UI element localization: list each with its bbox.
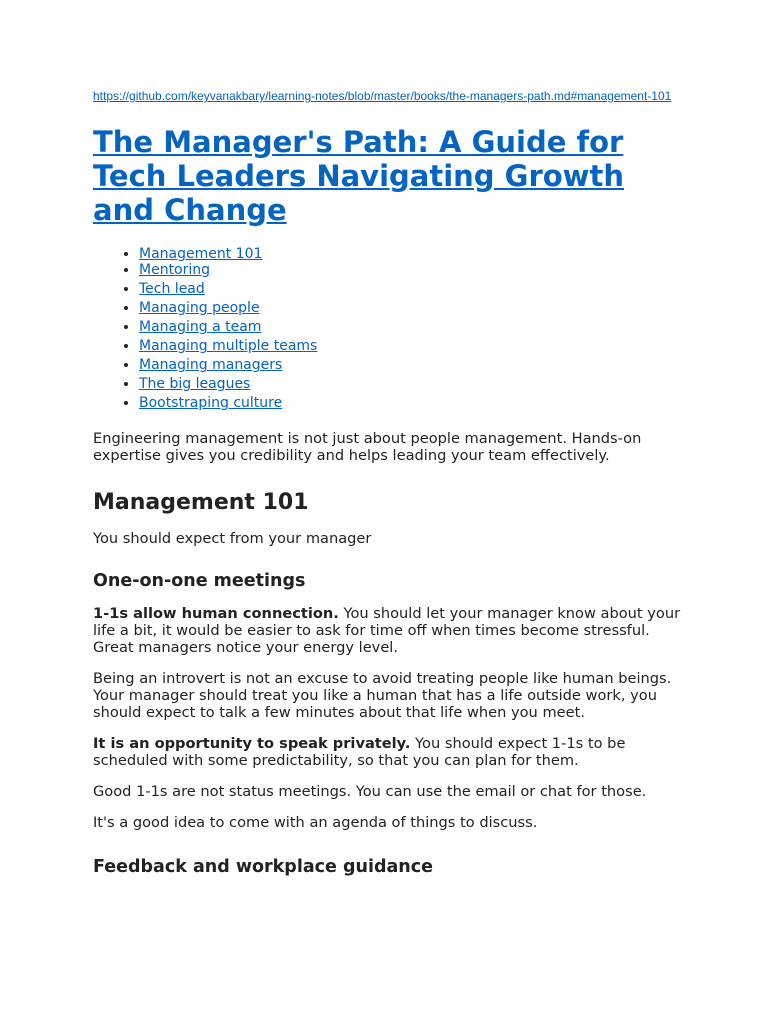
paragraph-human-connection [93, 605, 683, 656]
subsection-heading-one-on-one: One-on-one meetings [93, 571, 306, 591]
intro-paragraph: Engineering management is not just about people management. Hands-on expertise gives you credibility and helps leading your team effectively. [93, 430, 642, 464]
bold-phrase: It is an opportunity to speak privately. [93, 735, 411, 752]
toc-link-managing-people[interactable]: Managing people [139, 300, 260, 316]
toc-item [139, 318, 683, 337]
paragraph-speak-privately [93, 735, 683, 769]
section-lead: You should expect from your manager [93, 530, 372, 547]
source-url-link[interactable]: https://github.com/keyvanakbary/learning-notes/blob/master/books/the-managers-path.md#management-101 [93, 89, 672, 103]
paragraph-introvert: Being an introvert is not an excuse to avoid treating people like human beings. Your manager should treat you like a human that has a life outside work, you should expect to talk a few minutes about that life when you meet. [93, 670, 672, 721]
toc-link-bootstraping-culture[interactable]: Bootstraping culture [139, 395, 283, 411]
toc-item [139, 261, 683, 280]
toc-item [139, 337, 683, 356]
toc-item [139, 280, 683, 299]
toc-item [139, 356, 683, 375]
paragraph-text: You should let your manager know about your life a bit, it would be easier to ask for time off when times become stressful. Great managers notice your energy level. [93, 605, 681, 656]
toc-link-mentoring[interactable]: Mentoring [139, 262, 211, 278]
toc-link-the-big-leagues[interactable]: The big leagues [139, 376, 251, 392]
document-page [93, 88, 683, 878]
paragraph-status-meetings: Good 1-1s are not status meetings. You can use the email or chat for those. [93, 783, 647, 800]
paragraph-agenda: It's a good idea to come with an agenda of things to discuss. [93, 814, 538, 831]
section-heading-management-101: Management 101 [93, 490, 309, 515]
toc-item [139, 299, 683, 318]
toc-item [139, 245, 683, 261]
toc-item [139, 394, 683, 413]
page-title [93, 125, 683, 227]
subsection-heading-feedback: Feedback and workplace guidance [93, 857, 433, 877]
bold-phrase: 1-1s allow human connection. [93, 605, 339, 622]
paragraph-text: You should expect 1-1s to be scheduled with some predictability, so that you can plan for them. [93, 735, 626, 769]
toc-item [139, 375, 683, 394]
toc-link-managing-a-team[interactable]: Managing a team [139, 319, 262, 335]
toc-link-tech-lead[interactable]: Tech lead [139, 281, 205, 297]
toc-link-managing-managers[interactable]: Managing managers [139, 357, 283, 373]
table-of-contents [93, 245, 683, 413]
toc-link-managing-multiple-teams[interactable]: Managing multiple teams [139, 338, 318, 354]
toc-link-management-101[interactable]: Management 101 [139, 246, 263, 262]
page-title-link[interactable]: The Manager's Path: A Guide for Tech Leaders Navigating Growth and Change [93, 125, 624, 227]
